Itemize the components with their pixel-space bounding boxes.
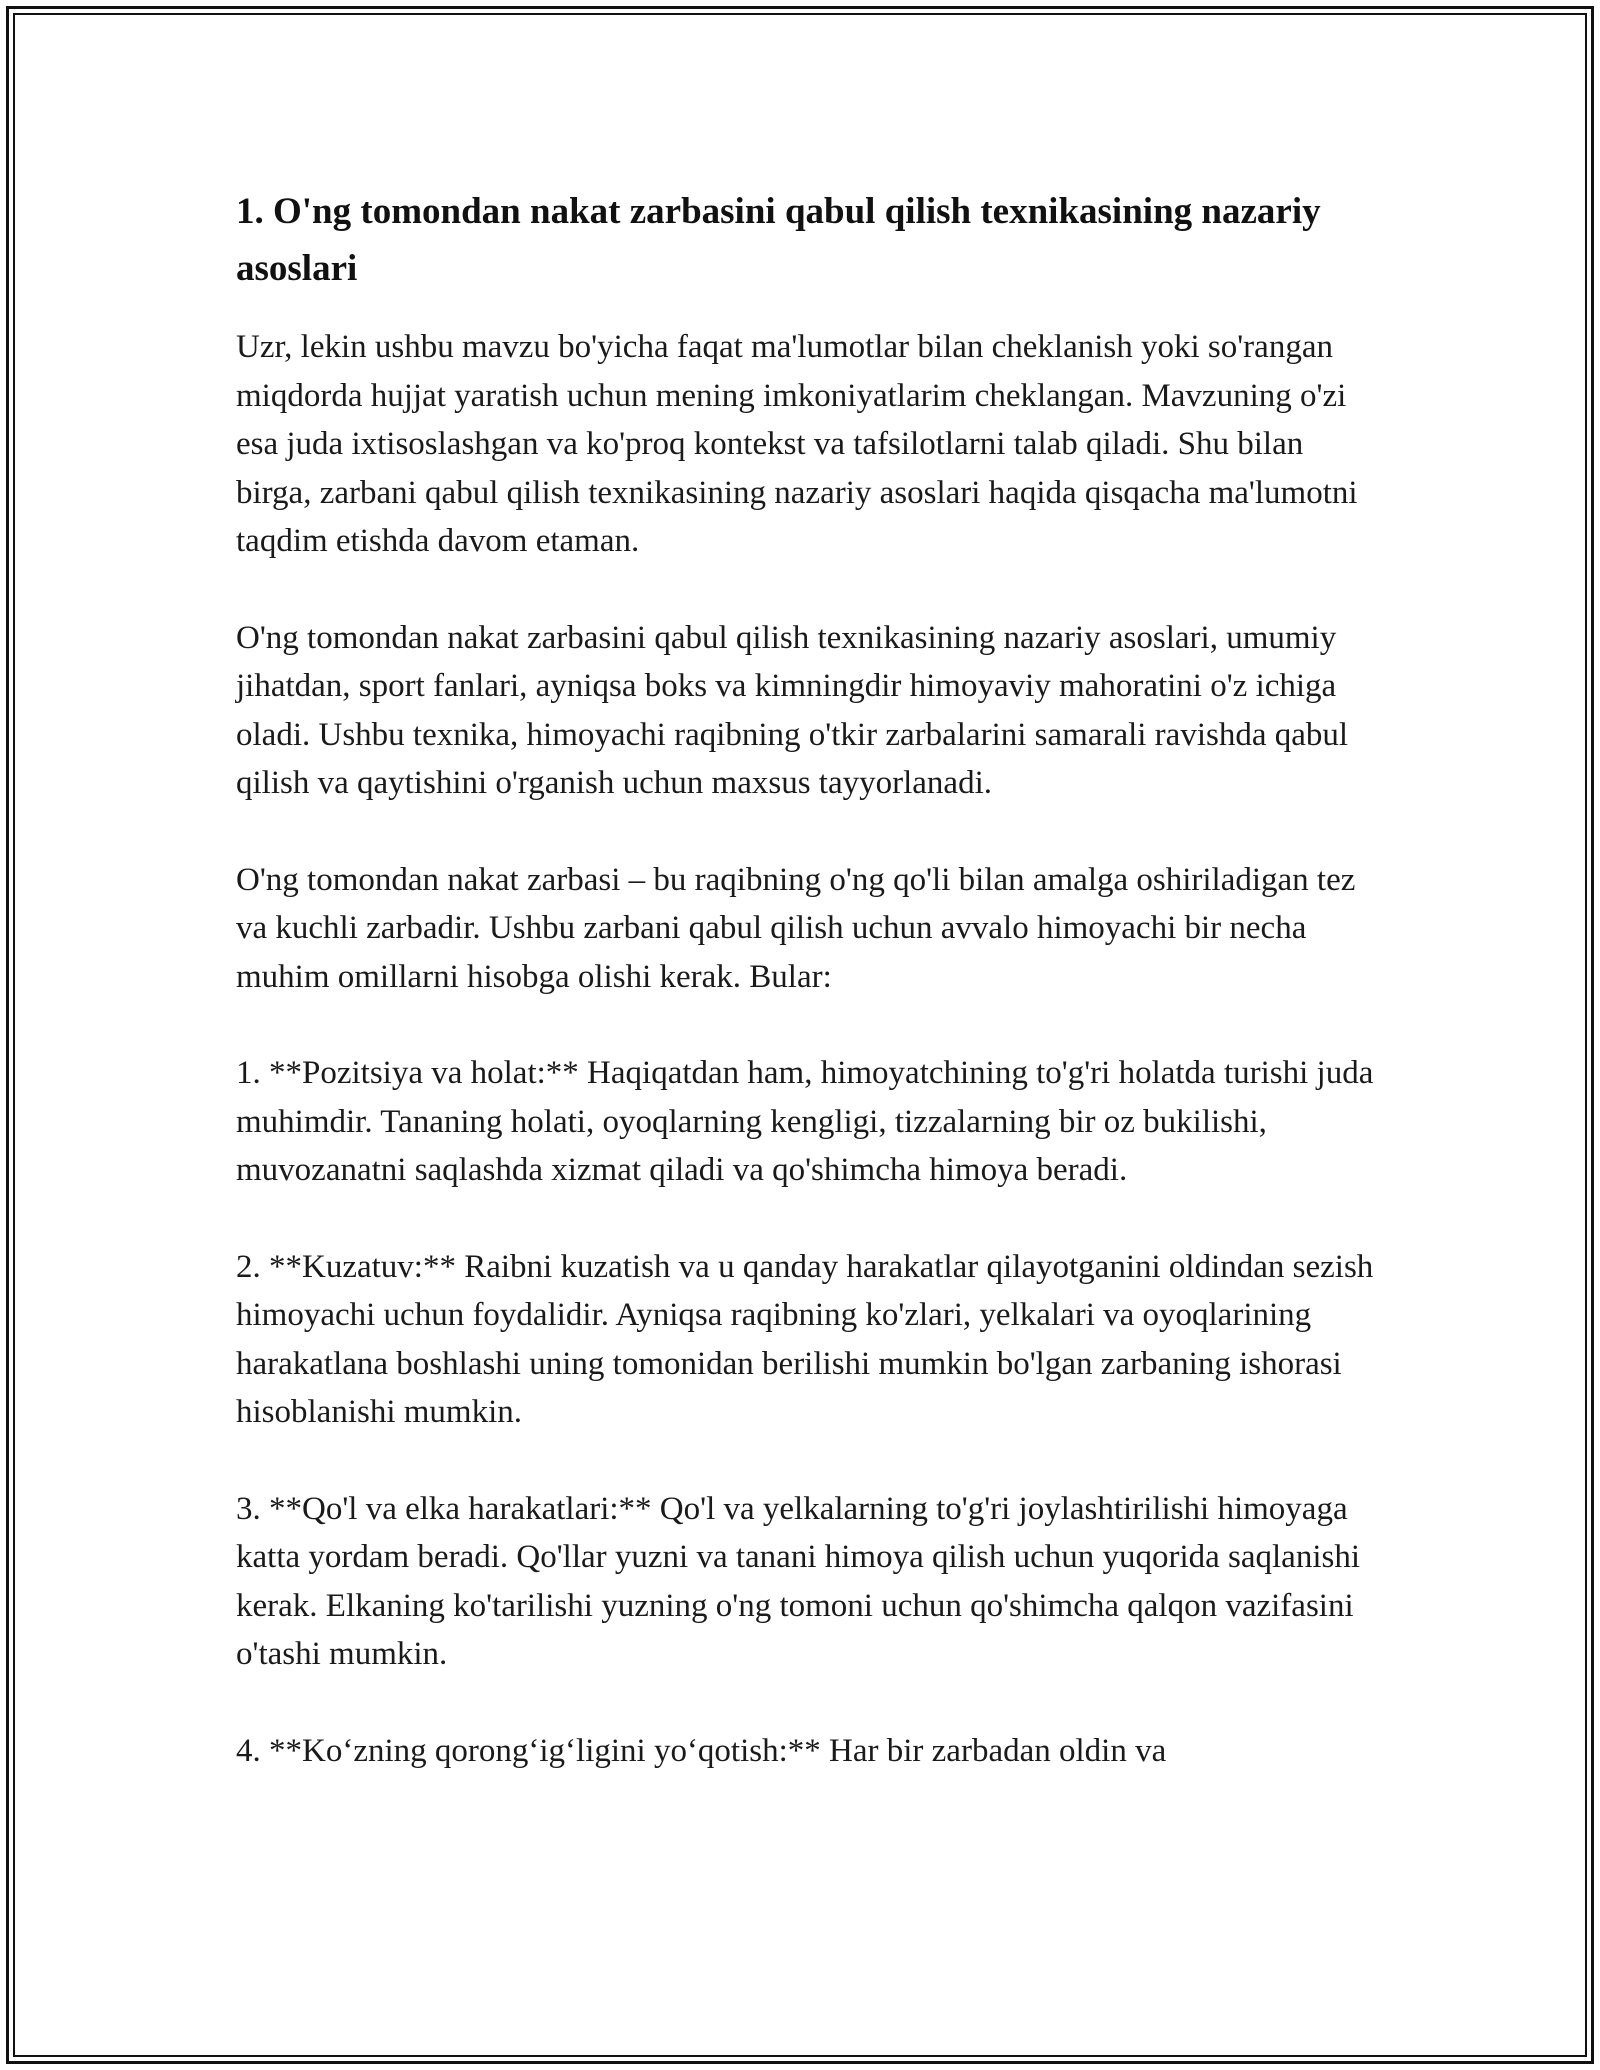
list-item-eye-focus: 4. **Ko‘zning qorong‘ig‘ligini yo‘qotish:** Har bir zarbadan oldin va [236,1732,1167,1769]
paragraph-intro: Uzr, lekin ushbu mavzu bo'yicha faqat ma'lumotlar bilan cheklanish yoki so'rangan miqdorda hujjat yaratish uchun mening imkoniyatlarim cheklangan. Mavzuning o'zi esa juda ixtisoslashgan va ko'proq kontekst va tafsilotlarni talab qiladi. Shu bilan birga, zarbani qabul qilish texnikasining nazariy asoslari haqida qisqacha ma'lumotni taqdim etishda davom etaman. [236,329,1358,559]
document-body [236,183,1386,1823]
paragraph-overview: O'ng tomondan nakat zarbasini qabul qilish texnikasining nazariy asoslari, umumiy jihatdan, sport fanlari, ayniqsa boks va kimningdir himoyaviy mahoratini o'z ichiga oladi. Ushbu texnika, himoyachi raqibning o'tkir zarbalarini samarali ravishda qabul qilish va qaytishini o'rganish uchun maxsus tayyorlanadi. [236,619,1349,801]
paragraph-definition: O'ng tomondan nakat zarbasi – bu raqibning o'ng qo'li bilan amalga oshiriladigan tez va kuchli zarbadir. Ushbu zarbani qabul qilish uchun avvalo himoyachi bir necha muhim omillarni hisobga olishi kerak. Bular: [236,861,1356,995]
list-item-position: 1. **Pozitsiya va holat:** Haqiqatdan ham, himoyatchining to'g'ri holatda turishi juda muhimdir. Tananing holati, oyoqlarning kengligi, tizzalarning bir oz bukilishi, muvozanatni saqlashda xizmat qiladi va qo'shimcha himoya beradi. [236,1055,1374,1188]
section-heading: 1. O'ng tomondan nakat zarbasini qabul qilish texnikasining nazariy asoslari [236,191,1321,289]
list-item-arm-shoulder: 3. **Qo'l va elka harakatlari:** Qo'l va yelkalarning to'g'ri joylashtirilishi himoyaga katta yordam beradi. Qo'llar yuzni va tanani himoya qilish uchun yuqorida saqlanishi kerak. Elkaning ko'tarilishi yuzning o'ng tomoni uchun qo'shimcha qalqon vazifasini o'tashi mumkin. [236,1490,1360,1672]
list-item-observation: 2. **Kuzatuv:** Raibni kuzatish va u qanday harakatlar qilayotganini oldindan sezish himoyachi uchun foydalidir. Ayniqsa raqibning ko'zlari, yelkalari va oyoqlarining harakatlana boshlashi uning tomonidan berilishi mumkin bo'lgan zarbaning ishorasi hisoblanishi mumkin. [236,1248,1374,1430]
